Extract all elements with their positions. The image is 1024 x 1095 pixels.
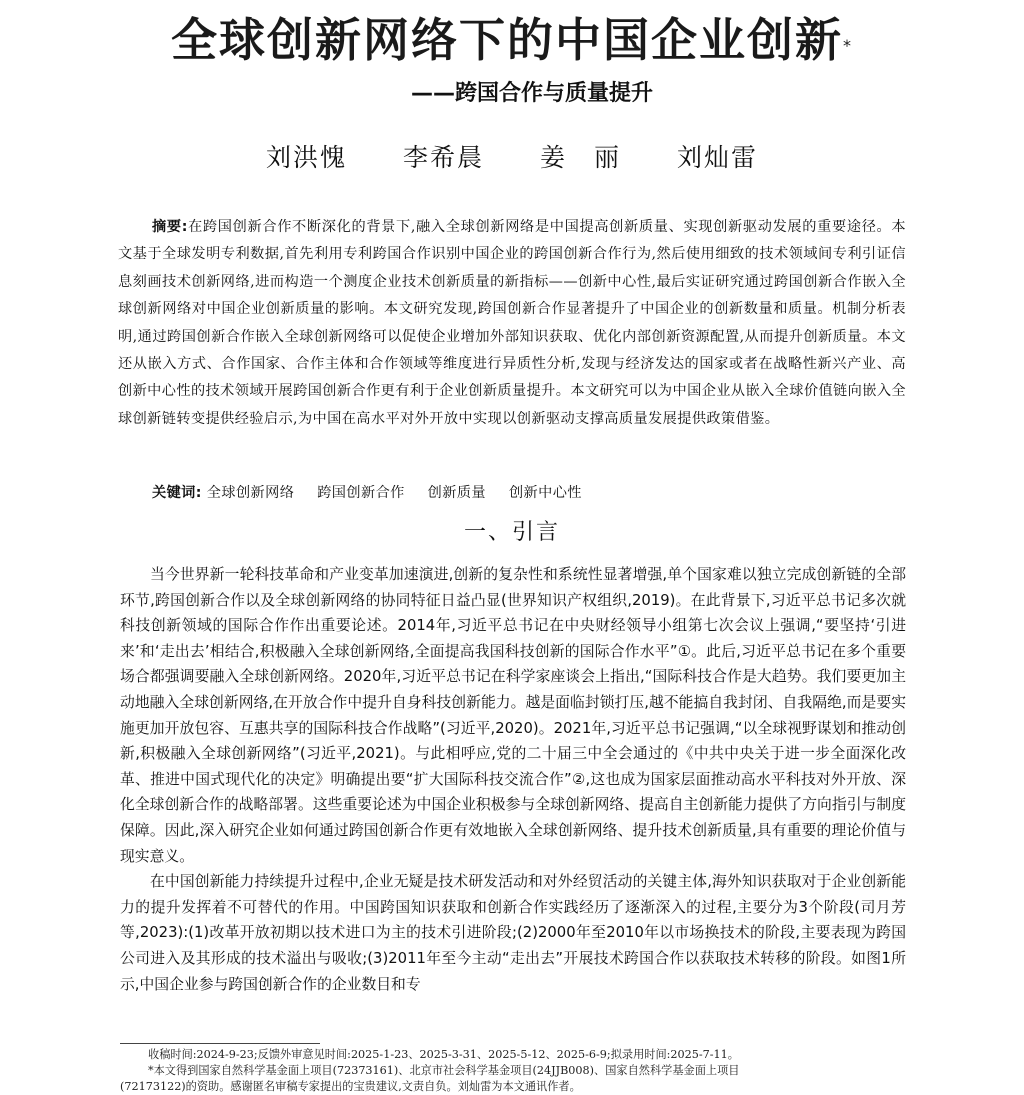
author-2: 李希晨 — [403, 143, 485, 172]
footnote-divider — [120, 1043, 320, 1044]
keywords — [152, 481, 600, 505]
footnote-received: 收稿时间:2024-9-23;反馈外审意见时间:2025-1-23、2025-3-31、2025-5-12、2025-6-9;拟录用时间:2025-7-11。 — [148, 1048, 739, 1061]
keyword-item: 创新中心性 — [508, 485, 582, 501]
paragraph: 在中国创新能力持续提升过程中,企业无疑是技术研发活动和对外经贸活动的关键主体,海外知识获取对于企业创新能力的提升发挥着不可替代的作用。中国跨国知识获取和创新合作实践经历了逐渐深入的过程,主要分为3个阶段(司月芳等,2023):(1)改革开放初期以技术进口为主的技术引进阶段;(2)2000年至2010年以市场换技术的阶段,主要表现为跨国公司进入及其形成的技术溢出与吸收;(3)2011年至今主动“走出去”开展技术跨国合作以获取技术转移的阶段。如图1所示,中国企业参与跨国创新合作的企业数目和专 — [120, 873, 906, 993]
paper-subtitle: ——跨国合作与质量提升 — [410, 81, 653, 106]
footnote-funding: *本文得到国家自然科学基金面上项目(72373161)、北京市社会科学基金项目(24JJB008)、国家自然科学基金面上项目 — [148, 1064, 740, 1077]
keyword-item: 全球创新网络 — [206, 485, 295, 501]
paragraph: 当今世界新一轮科技革命和产业变革加速演进,创新的复杂性和系统性显著增强,单个国家难以独立完成创新链的全部环节,跨国创新合作以及全球创新网络的协同特征日益凸显(世界知识产权组织,2019)。在此背景下,习近平总书记多次就科技创新领域的国际合作作出重要论述。2014年,习近平总书记在中央财经领导小组第七次会议上强调,“要坚持‘引进来’和‘走出去’相结合,积极融入全球创新网络,全面提高我国科技创新的国际合作水平”①。此后,习近平总书记在多个重要场合都强调要融入全球创新网络。2020年,习近平总书记在科学家座谈会上指出,“国际科技合作是大趋势。我们要更加主动地融入全球创新网络,在开放合作中提升自身科技创新能力。越是面临封锁打压,越不能搞自我封闭、自我隔绝,而是要实施更加开放包容、互惠共享的国际科技合作战略”(习近平,2020)。2021年,习近平总书记强调,“以全球视野谋划和推动创新,积极融入全球创新网络”(习近平,2021)。与此相呼应,党的二十届三中全会通过的《中共中央关于进一步全面深化改革、推进中国式现代化的决定》明确提出要“扩大国际科技交流合作”②,这也成为国家层面推动高水平科技对外开放、深化全球创新合作的战略部署。这些重要论述为中国企业积极参与全球创新网络、提高自主创新能力提供了方向指引与制度保障。因此,深入研究企业如何通过跨国创新合作更有效地嵌入全球创新网络、提升技术创新质量,具有重要的理论价值与现实意义。 — [120, 566, 907, 865]
abstract-label: 摘要: — [152, 219, 188, 235]
abstract — [118, 214, 906, 433]
title-footnote-mark: * — [843, 36, 853, 55]
author-3: 姜 丽 — [539, 143, 621, 172]
keyword-item: 创新质量 — [427, 485, 487, 501]
paper-title — [0, 8, 1024, 72]
keywords-label: 关键词: — [152, 485, 202, 501]
author-list — [0, 140, 1024, 176]
body-text — [120, 562, 906, 997]
footnote-funding-cont: (72173122)的资助。感谢匿名审稿专家提出的宝贵建议,文责自负。刘灿雷为本文通讯作者。 — [120, 1080, 581, 1093]
author-4: 刘灿雷 — [676, 143, 758, 172]
abstract-text: 在跨国创新合作不断深化的背景下,融入全球创新网络是中国提高创新质量、实现创新驱动发展的重要途径。本文基于全球发明专利数据,首先利用专利跨国合作识别中国企业的跨国创新合作行为,然后使用细致的技术领域间专利引证信息刻画技术创新网络,进而构造一个测度企业技术创新质量的新指标——创新中心性,最后实证研究通过跨国创新合作嵌入全球创新网络对中国企业创新质量的影响。本文研究发现,跨国创新合作显著提升了中国企业的创新数量和质量。机制分析表明,通过跨国创新合作嵌入全球创新网络可以促使企业增加外部知识获取、优化内部创新资源配置,从而提升创新质量。本文还从嵌入方式、合作国家、合作主体和合作领域等维度进行异质性分析,发现与经济发达的国家或者在战略性新兴产业、高创新中心性的技术领域开展跨国创新合作更有利于企业创新质量提升。本文研究可以为中国企业从嵌入全球价值链向嵌入全球创新链转变提供经验启示,为中国在高水平对外开放中实现以创新驱动支撑高质量发展提供政策借鉴。 — [118, 219, 907, 427]
author-1: 刘洪愧 — [266, 143, 348, 172]
section-heading: 一、引言 — [463, 520, 560, 545]
title-text: 全球创新网络下的中国企业创新 — [171, 13, 843, 67]
keyword-item: 跨国创新合作 — [317, 485, 405, 501]
